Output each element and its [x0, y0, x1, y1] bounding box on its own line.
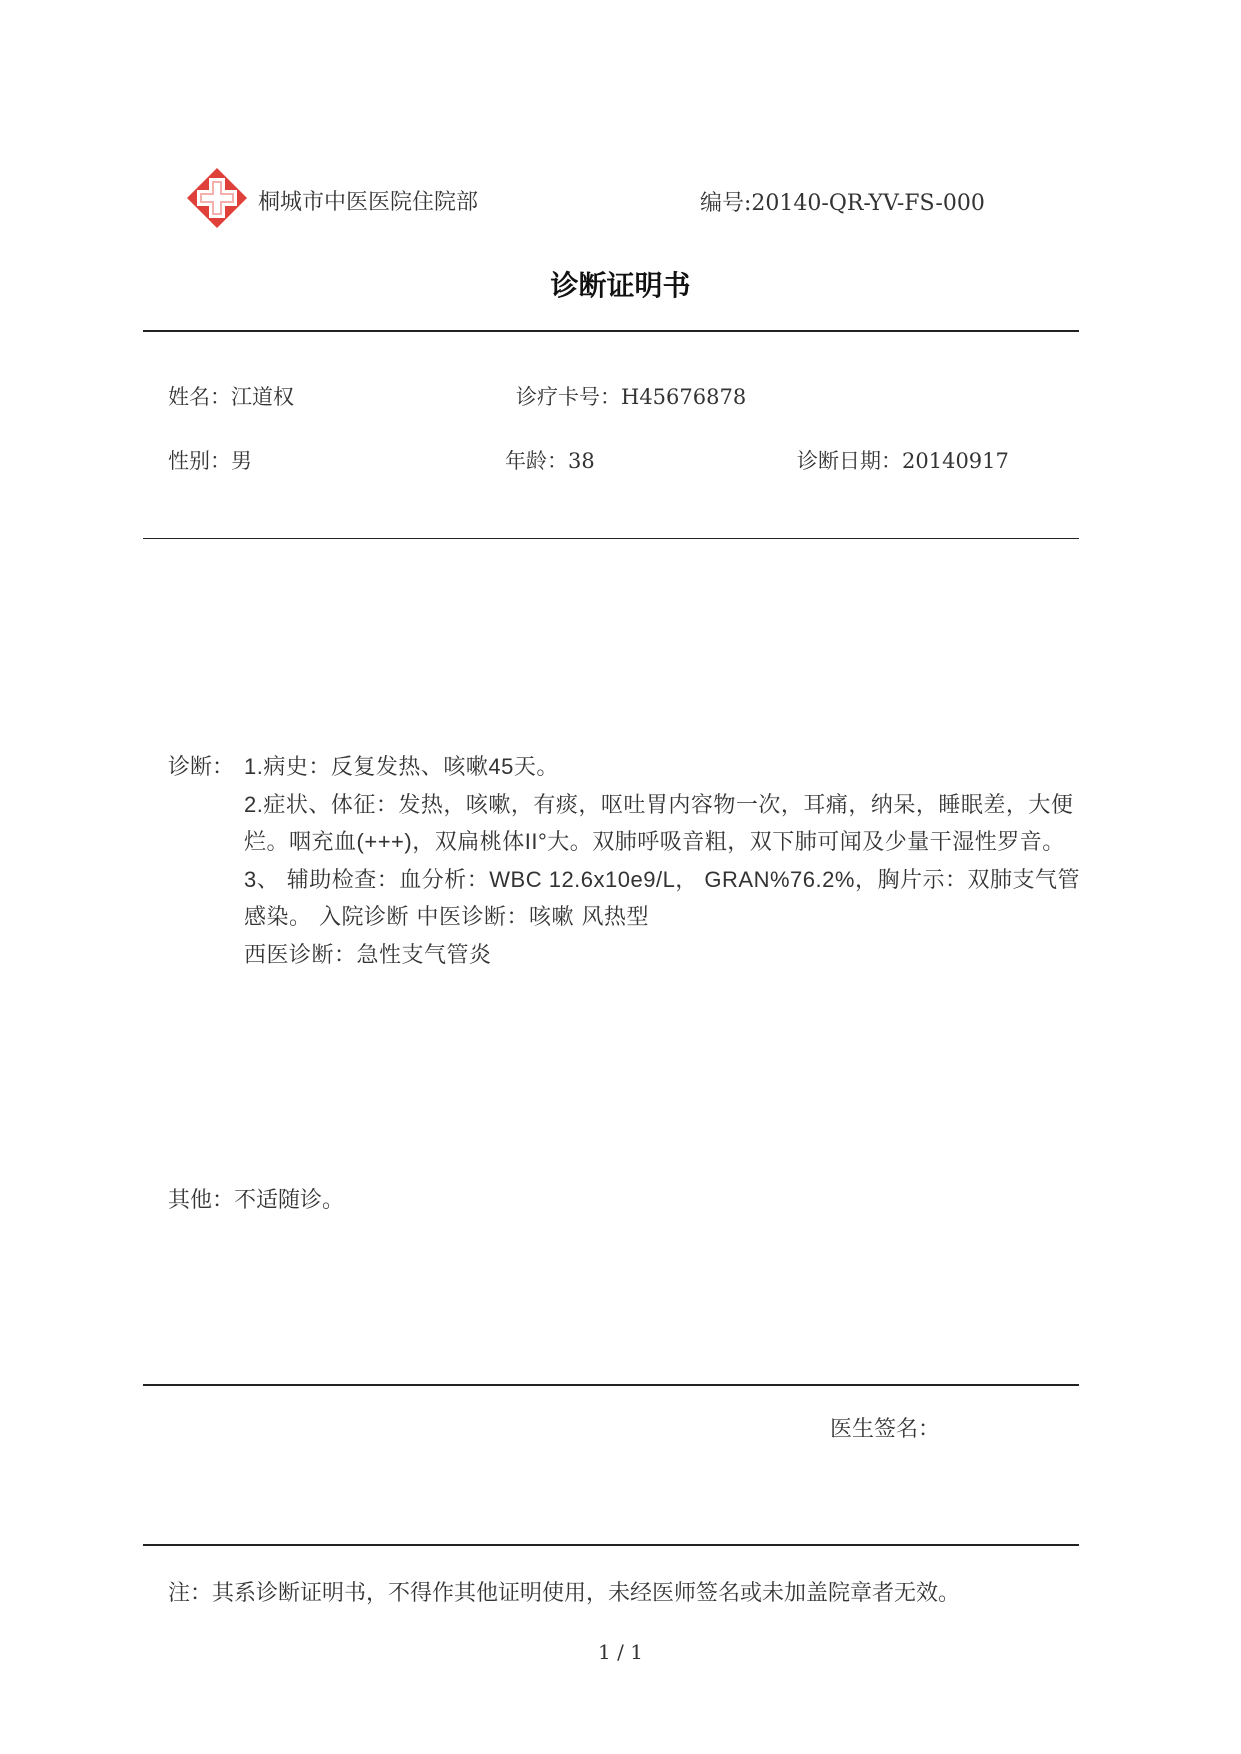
diagnosis-line-1-days: 45: [488, 754, 514, 779]
age-label: 年龄：: [505, 449, 568, 473]
gender-label: 性别：: [168, 449, 231, 473]
gender-row: [168, 445, 252, 475]
diagnosis-date-label: 诊断日期：: [797, 449, 902, 473]
divider-note: [143, 1544, 1079, 1546]
diagnosis-date-row: [797, 445, 1009, 475]
diagnosis-line-1-number: 1.: [244, 754, 264, 779]
diagnosis-line-4-lab-values: WBC 12.6x10e9/L， GRAN%76.2%: [489, 867, 855, 892]
patient-name-label: 姓名：: [168, 385, 231, 409]
page-title: 诊断证明书: [550, 269, 691, 302]
diagnosis-line-3-text-c: ，双扁桃体: [412, 830, 525, 855]
card-number: H45676878: [621, 385, 747, 409]
diagnosis-line-4: [244, 863, 1080, 894]
diagnosis-line-3-text-d: II°: [524, 829, 548, 854]
diagnosis-line-1: [244, 750, 559, 781]
page-number: 1 / 1: [598, 1640, 643, 1664]
card-number-label: 诊疗卡号：: [516, 385, 621, 409]
diagnosis-line-3-text-b: (+++): [356, 829, 413, 854]
disclaimer-note: 注：其系诊断证明书，不得作其他证明使用，未经医师签名或未加盖院章者无效。: [168, 1581, 961, 1606]
card-number-row: [516, 381, 746, 411]
divider-top: [143, 330, 1079, 332]
diagnosis-date: 20140917: [902, 449, 1009, 473]
patient-name-row: [168, 381, 294, 411]
patient-name: 江道权: [231, 385, 294, 409]
diagnosis-line-3-text-e: 大。双肺呼吸音粗，双下肺可闻及少量干湿性罗音。: [547, 830, 1065, 855]
diagnosis-line-2-text: 症状、体征：发热，咳嗽，有痰，呕吐胃内容物一次，耳痛，纳呆，睡眠差，大便: [263, 793, 1074, 818]
diagnosis-line-2: [244, 788, 1073, 819]
divider-info: [143, 538, 1079, 539]
diagnosis-line-2-number: 2.: [244, 792, 264, 817]
diagnosis-line-3-text-a: 烂。咽充血: [244, 830, 357, 855]
diagnosis-label: 诊断：: [168, 755, 235, 780]
document-number: 编号:20140-QR-YV-FS-000: [700, 191, 985, 216]
diagnosis-line-4-text-b: ，胸片示：双肺支气管: [854, 868, 1080, 893]
gender-value: 男: [231, 449, 252, 473]
doctor-signature-label: 医生签名：: [830, 1417, 941, 1442]
diagnosis-line-1-text: 病史：反复发热、咳嗽: [263, 755, 489, 780]
other-remarks: 其他：不适随诊。: [168, 1188, 345, 1213]
diagnosis-line-6: 西医诊断：急性支气管炎: [244, 943, 492, 968]
diagnosis-line-3: [244, 825, 1065, 856]
age-row: [505, 445, 595, 475]
diagnosis-line-1-unit: 天。: [513, 755, 559, 780]
divider-signature: [143, 1384, 1079, 1386]
hospital-name: 桐城市中医医院住院部: [258, 190, 479, 215]
diagnosis-line-5: 感染。 入院诊断 中医诊断：咳嗽 风热型: [244, 905, 649, 930]
diagnosis-line-4-text-a: 辅助检查：血分析：: [286, 868, 490, 893]
red-cross-hospital-icon: [186, 167, 248, 229]
age-value: 38: [568, 449, 595, 473]
diagnosis-line-4-number: 3、: [244, 867, 280, 892]
